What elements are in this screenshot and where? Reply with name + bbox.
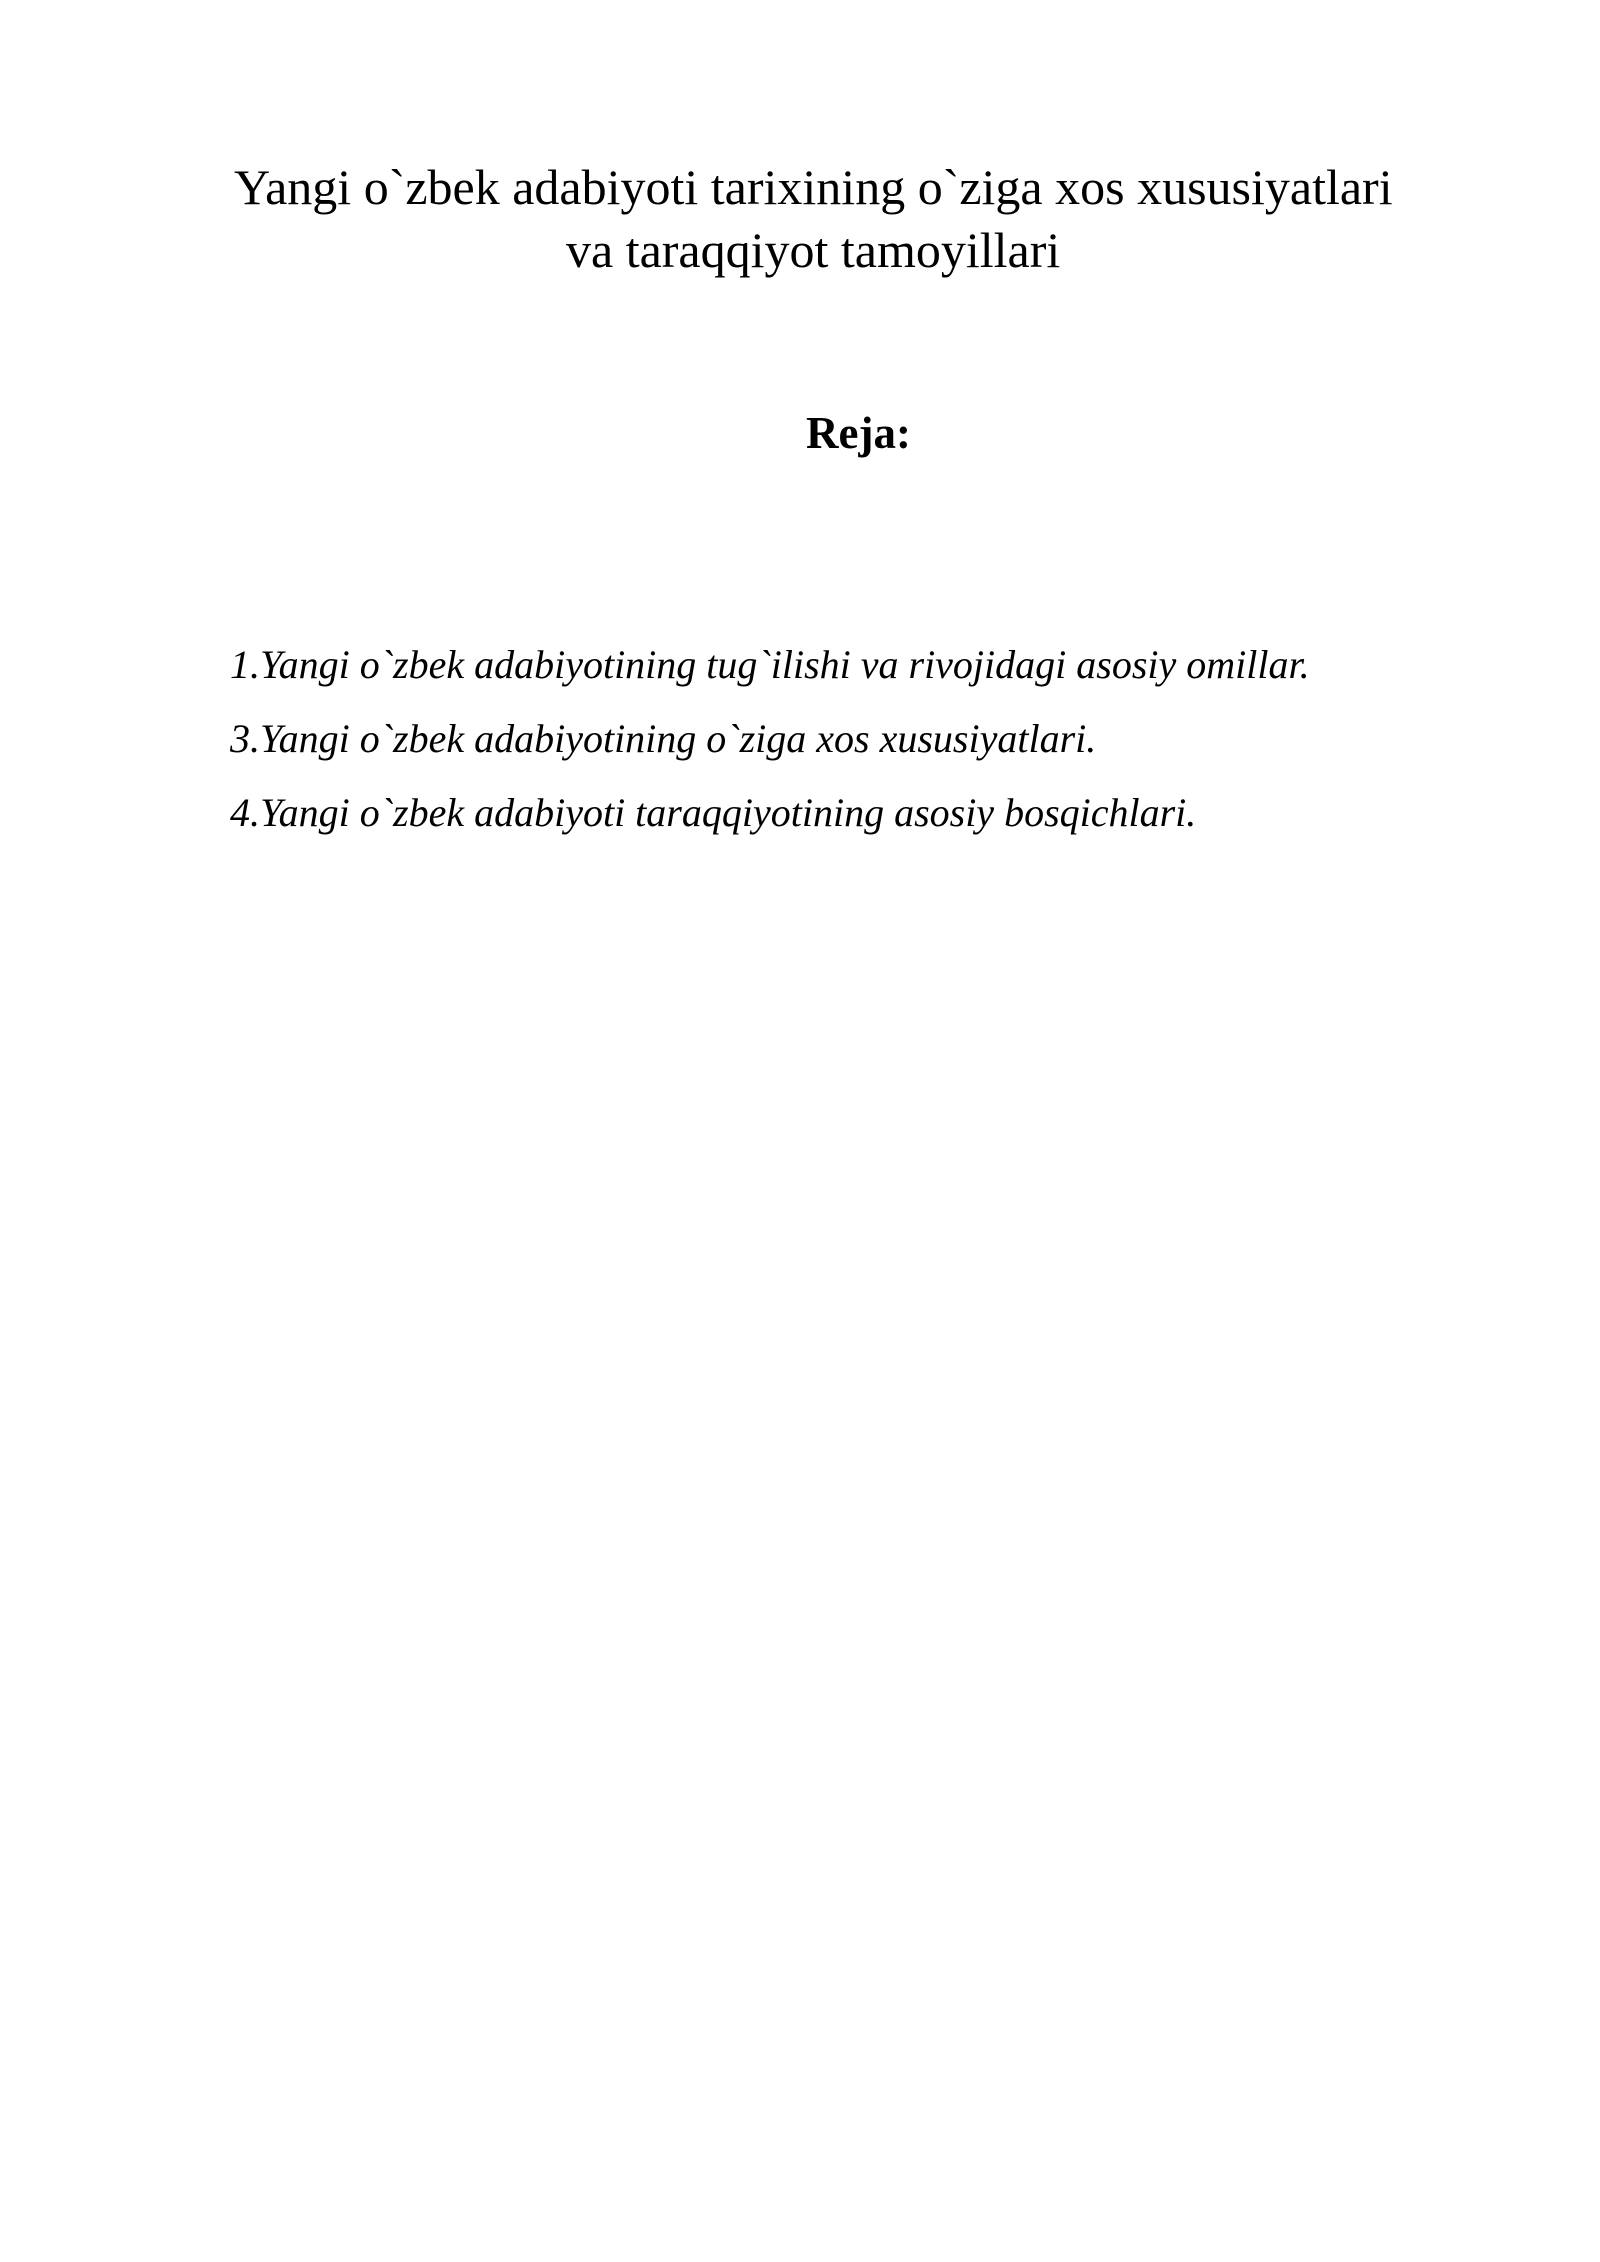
plan-item-4: 4.Yangi o`zbek adabiyoti taraqqiyotining asosiy bosqichlari. bbox=[230, 790, 1197, 835]
plan-item-1: 1.Yangi o`zbek adabiyotining tug`ilishi va rivojidagi asosiy omillar. bbox=[230, 642, 1310, 687]
plan-heading: Reja: bbox=[806, 408, 911, 458]
plan-list bbox=[230, 642, 1310, 867]
document-title-line-1: Yangi o`zbek adabiyoti tarixining o`ziga xos xususiyatlari bbox=[234, 159, 1393, 215]
document-title-line-2: va taraqqiyot tamoyillari bbox=[566, 222, 1061, 278]
plan-item-3: 3.Yangi o`zbek adabiyotining o`ziga xos xususiyatlari. bbox=[230, 716, 1097, 761]
